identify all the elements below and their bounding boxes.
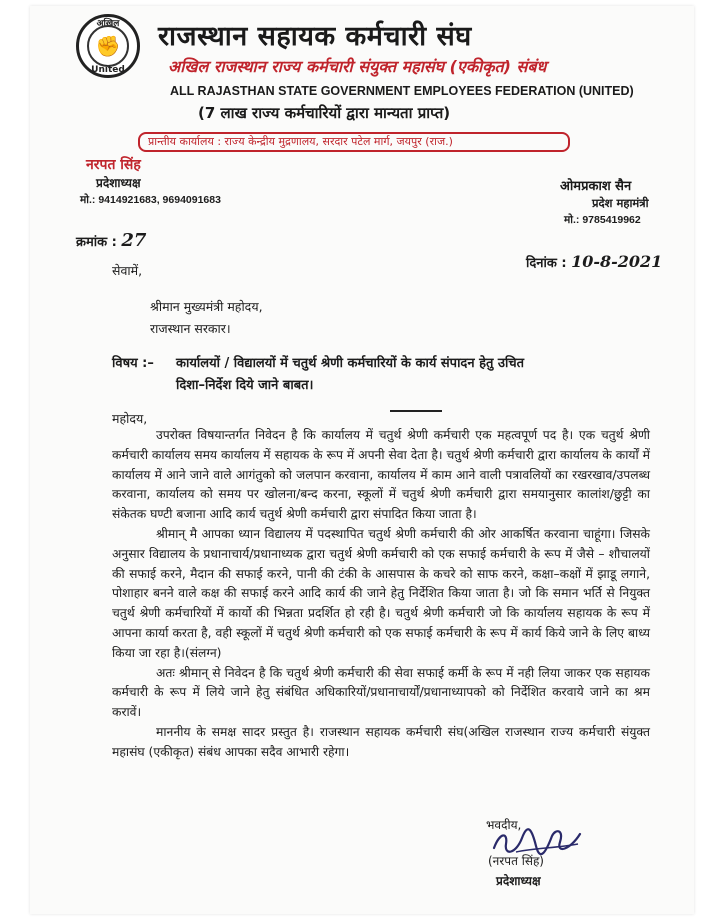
subject-label: विषय :–: [112, 356, 154, 371]
raised-fist-icon: ✊: [87, 25, 129, 67]
logo-top-text: अखिल: [96, 19, 120, 29]
letter-body: [112, 426, 650, 763]
date-value: 10-8-2021: [571, 252, 663, 271]
date-label: दिनांक :: [526, 256, 567, 271]
closing: भवदीय,: [486, 818, 522, 832]
secretary-name: ओमप्रकाश सैन: [560, 179, 632, 194]
subject-line-1: कार्यालयों / विद्यालयों में चतुर्थ श्रेणी कर्मचारियों के कार्य संपादन हेतु उचित: [176, 356, 525, 371]
subject-underline: [390, 410, 442, 412]
office-address: प्रान्तीय कार्यालय : राज्य केन्द्रीय मुद्रणालय, सरदार पटेल मार्ग, जयपुर (राज.): [138, 132, 570, 152]
body-paragraph: अतः श्रीमान् से निवेदन है कि चतुर्थ श्रेणी कर्मचारी की सेवा सफाई कर्मी के रूप में नही लिया जाकर एक सहायक कर्मचारी के रूप में लिये जाने हेतु संबंधित अधिकारियों/प्रधानाचार्यों/प्रधानाध्यापको को निर्देशित करवाये जाने का श्रम करावें।: [112, 665, 650, 720]
organization-name: राजस्थान सहायक कर्मचारी संघ: [158, 21, 472, 52]
reference-value: 27: [121, 230, 147, 251]
federation-name-english: ALL RAJASTHAN STATE GOVERNMENT EMPLOYEES FEDERATION (UNITED): [170, 84, 634, 98]
president-name: नरपत सिंह: [86, 157, 141, 173]
recognition-note: (7 लाख राज्य कर्मचारियों द्वारा मान्यता प्राप्त): [198, 104, 451, 122]
signatory-title: प्रदेशाध्यक्ष: [496, 874, 541, 888]
secretary-title: प्रदेश महामंत्री: [592, 196, 649, 210]
signatory-name: (नरपत सिंह): [488, 854, 544, 868]
reference-number: [76, 230, 146, 251]
letter-page: [30, 6, 694, 914]
subject-line-2: दिशा–निर्देश दिये जाने बाबत।: [176, 378, 314, 393]
federation-name-hindi: अखिल राजस्थान राज्य कर्मचारी संयुक्त महासंघ (एकीकृत) संबंध: [168, 57, 547, 76]
sevamen: सेवामें,: [112, 263, 143, 278]
addressee-line-2: राजस्थान सरकार।: [150, 321, 231, 336]
president-mobile: मो.: 9414921683, 9694091683: [80, 194, 221, 206]
body-paragraph: उपरोक्त विषयान्तर्गत निवेदन है कि कार्यालय में चतुर्थ श्रेणी कर्मचारी एक महत्वपूर्ण पद है। एक चतुर्थ श्रेणी कर्मचारी कार्यालय समय कार्यालय में सहायक के रूप में अपनी सेवा देता है। चतुर्थ श्रेणी कर्मचारी द्वारा कार्यालय के कार्यों में कार्यालय में आने जाने वाले आगंतुको को जलपान करवाना, कार्यालय में काम आने वाली पत्रावलियों का रखरखाव/उपलब्ध करवाना, कार्यालय को समय पर खोलना/बन्द करना, स्कूलों में चतुर्थ श्रेणी कर्मचारी द्वारा समयानुसार कालांश/छुट्टी का संकेतक घण्टी बजाना आदि कार्य चतुर्थ श्रेणी कर्मचारी द्वारा संपादित किया जाता है।: [112, 428, 650, 522]
union-logo: [76, 14, 140, 78]
body-paragraph: श्रीमान् मै आपका ध्यान विद्यालय में पदस्थापित चतुर्थ श्रेणी कर्मचारी की ओर आकर्षित करवाना चाहूंगा। जिसके अनुसार विद्यालय के प्रधानाचार्य/प्रधानाध्यक द्वारा चतुर्थ श्रेणी कर्मचारी को एक सफाई कर्मचारी के रूप में जैसे – शौचालयों की सफाई करने, मैदान की सफाई करने, पानी की टंकी के आसपास के कचरे को साफ करने, कक्षा–कक्षों में झाडू लगाने, पोशाहार बनने वाले कक्ष की सफाई करने आदि कार्य की जाने हेतु निर्देशित किया जाता है। जो कि समान भर्ति से नियुक्त चतुर्थ श्रेणी कर्मचारियों में कार्यो की भिन्नता प्रदर्शित हो रही है। चतुर्थ श्रेणी कर्मचारी जो कि कार्यालय सहायक के रूप में आपना कार्या करता है, वही स्कूलों में चतुर्थ श्रेणी कर्मचारी को एक सफाई कर्मचारी के रूप में कार्य किये जाने के लिए बाध्य किया जा रहा है।(संलग्न): [112, 526, 650, 660]
salutation: महोदय,: [112, 411, 148, 426]
logo-bottom-text: United: [91, 65, 125, 75]
reference-label: क्रमांक :: [76, 235, 117, 250]
secretary-mobile: मो.: 9785419962: [564, 214, 641, 226]
addressee-line-1: श्रीमान मुख्यमंत्री महोदय,: [150, 299, 263, 314]
body-paragraph: माननीय के समक्ष सादर प्रस्तुत है। राजस्थान सहायक कर्मचारी संघ(अखिल राजस्थान राज्य कर्मचारी संयुक्त महासंघ (एकीकृत) संबंध आपका सदैव आभारी रहेगा।: [112, 724, 650, 759]
letter-date: [526, 252, 662, 271]
president-title: प्रदेशाध्यक्ष: [96, 176, 141, 190]
